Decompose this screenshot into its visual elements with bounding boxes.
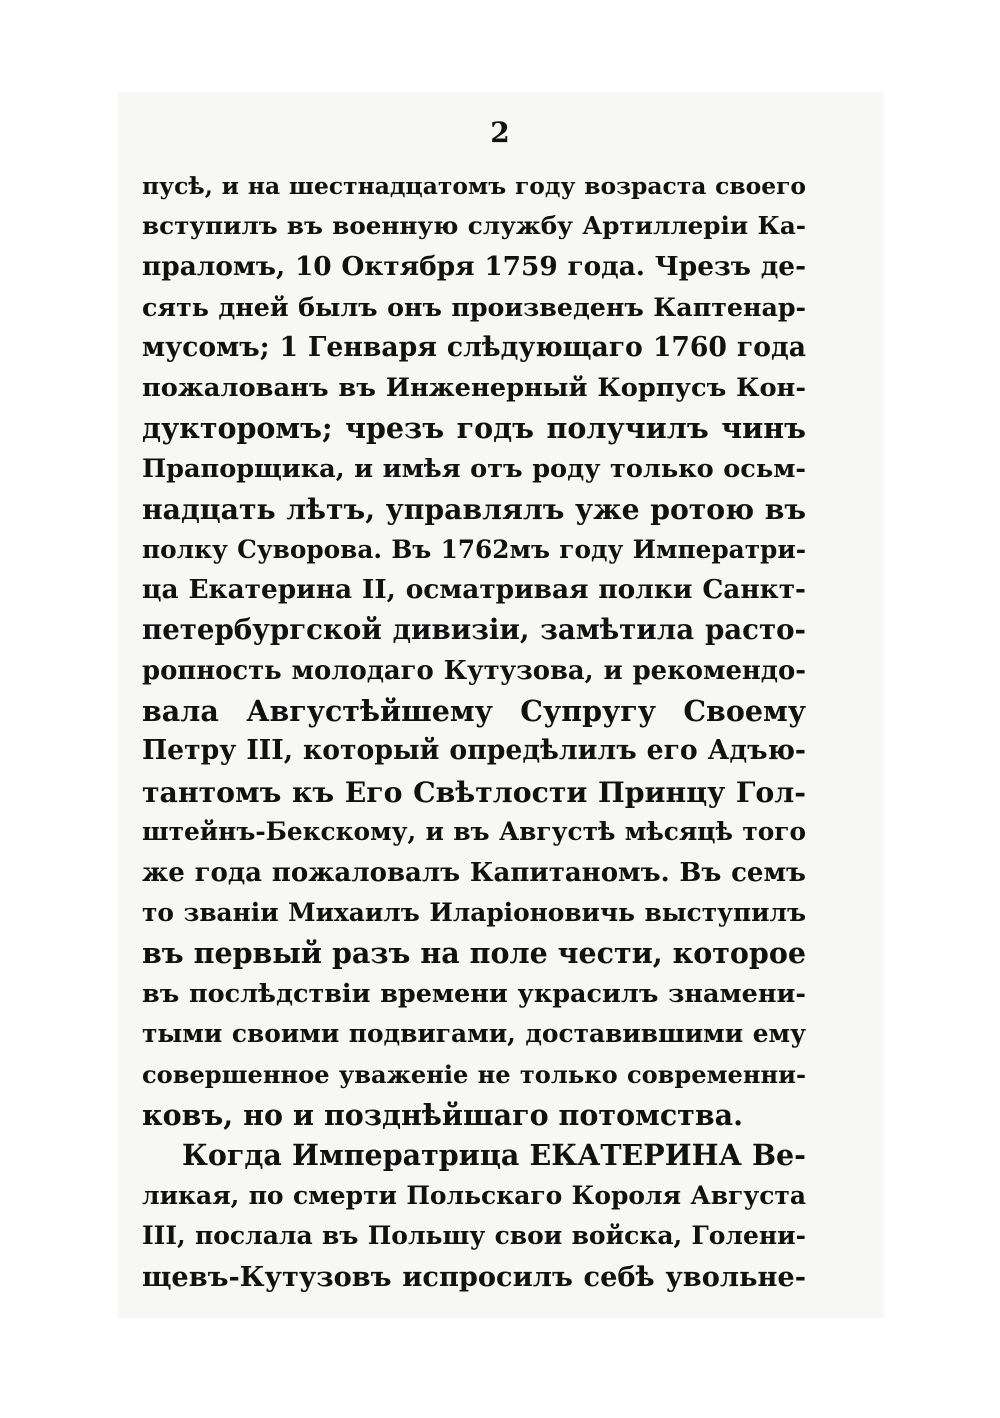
text-line: штейнъ-Бекскому, и въ Августѣ мѣсяцѣ того: [142, 817, 806, 847]
text-line: же года пожаловалъ Капитаномъ. Въ семъ: [142, 857, 806, 888]
text-line: дукторомъ; чрезъ годъ получилъ чинъ: [142, 411, 806, 446]
text-line: Когда Императрица ЕКАТЕРИНА Ве-: [182, 1138, 806, 1173]
page-number: 2: [490, 116, 510, 149]
text-line: въ первый разъ на поле чести, которое: [142, 936, 806, 971]
text-line: мусомъ; 1 Генваря слѣдующаго 1760 года: [142, 331, 806, 363]
text-line: Петру III, который опредѣлилъ его Адъю-: [142, 735, 806, 767]
text-line: праломъ, 10 Октября 1759 года. Чрезъ де-: [142, 250, 806, 282]
text-line: въ послѣдствіи времени украсилъ знамени-: [142, 978, 806, 1009]
text-line: тантомъ къ Его Свѣтлости Принцу Гол-: [142, 774, 806, 809]
text-line: то званіи Михаилъ Иларіоновичь выступилъ: [142, 898, 806, 928]
text-line: надцать лѣтъ, управлялъ уже ротою въ: [142, 492, 806, 527]
text-line: пожалованъ въ Инженерный Корпусъ Кон-: [142, 372, 806, 403]
text-line: полку Суворова. Въ 1762мъ году Императри-: [142, 534, 806, 564]
text-line: щевъ-Кутузовъ испросилъ себѣ увольне-: [142, 1260, 806, 1293]
text-line: ца Екатерина II, осматривая полки Санкт-: [142, 573, 806, 605]
text-line: совершенное уваженіе не только современни-: [142, 1059, 806, 1089]
text-line: вала Августѣйшему Супругу Своему: [142, 694, 806, 729]
text-line: петербургской дивизіи, замѣтила расто-: [142, 613, 806, 647]
text-line: ковъ, но и позднѣйшаго потомства.: [142, 1097, 744, 1132]
text-line: пусѣ, и на шестнадцатомъ году возраста своего: [142, 172, 806, 200]
text-line: сять дней былъ онъ произведенъ Каптенар-: [142, 292, 806, 323]
text-line: ликая, по смерти Польскаго Короля Августа: [142, 1180, 806, 1210]
text-line: вступилъ въ военную службу Артиллеріи Ка-: [142, 211, 806, 241]
body-text: [142, 166, 806, 1297]
text-line: Прапорщика, и имѣя отъ роду только осьм-: [142, 453, 806, 484]
text-line: ропность молодаго Кутузова, и рекомендо-: [142, 655, 806, 686]
text-line: тыми своими подвигами, доставившими ему: [142, 1019, 806, 1049]
text-line: III, послала въ Польшу свои войска, Голени-: [142, 1221, 806, 1251]
